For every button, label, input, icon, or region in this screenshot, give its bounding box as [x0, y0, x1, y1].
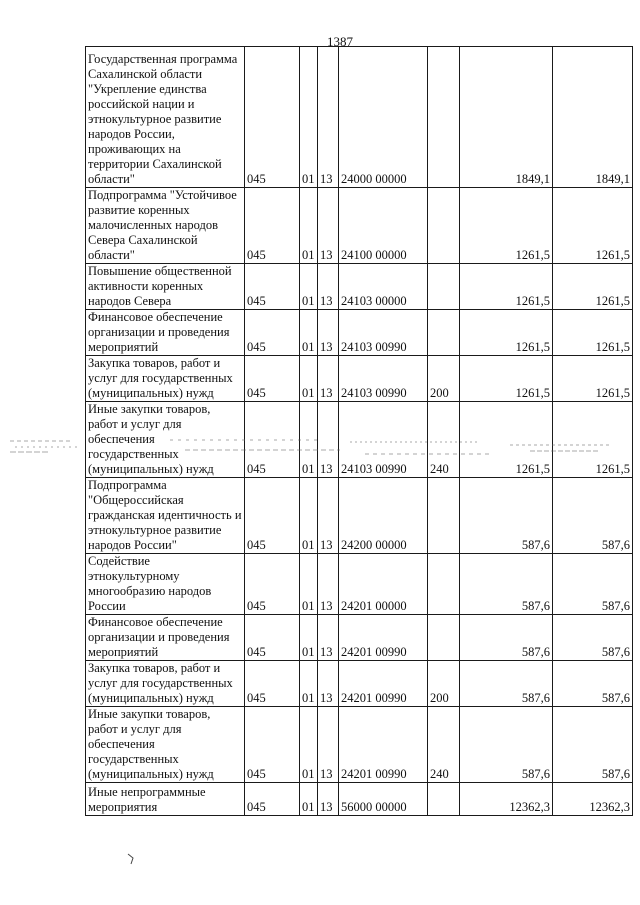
name-text: Государственная программа Сахалинской области "Укрепление единства российской нации и этнокультурное развитие народов России, проживающих на территории Сахалинской области" [88, 52, 238, 186]
ministry-text: 045 [247, 248, 266, 262]
target-text: 56000 00000 [341, 800, 407, 814]
cell-sum2 [553, 356, 633, 402]
cell-expense-type [428, 661, 460, 707]
cell-ministry [245, 310, 300, 356]
sum1-text: 12362,3 [509, 800, 550, 814]
subsection-text: 13 [320, 691, 333, 705]
table-row [86, 310, 633, 356]
sum1-text: 1261,5 [515, 340, 550, 354]
cell-name [86, 356, 245, 402]
section-text: 01 [302, 248, 315, 262]
table-row [86, 264, 633, 310]
sum1-text: 1261,5 [515, 248, 550, 262]
sum2-text: 1849,1 [595, 172, 630, 186]
name-text: Иные закупки товаров, работ и услуг для обеспечения государственных (муниципальных) нужд [88, 402, 214, 476]
cell-sum1 [460, 615, 553, 661]
cell-sum2 [553, 478, 633, 554]
ministry-text: 045 [247, 599, 266, 613]
cell-target [339, 47, 428, 188]
cell-target [339, 661, 428, 707]
name-text: Подпрограмма "Устойчивое развитие коренных малочисленных народов Севера Сахалинской области" [88, 188, 237, 262]
name-text: Финансовое обеспечение организации и проведения мероприятий [88, 615, 230, 659]
table-row [86, 478, 633, 554]
ministry-text: 045 [247, 294, 266, 308]
cell-sum2 [553, 707, 633, 783]
sum1-text: 587,6 [521, 767, 550, 781]
cell-expense-type [428, 615, 460, 661]
cell-sum2 [553, 402, 633, 478]
sum1-text: 1261,5 [515, 294, 550, 308]
cell-subsection [318, 402, 339, 478]
section-text: 01 [302, 767, 315, 781]
cell-section [300, 356, 318, 402]
cell-name [86, 478, 245, 554]
ministry-text: 045 [247, 340, 266, 354]
sum2-text: 587,6 [601, 767, 630, 781]
cell-sum1 [460, 661, 553, 707]
table-row [86, 356, 633, 402]
sum1-text: 1261,5 [515, 386, 550, 400]
target-text: 24201 00990 [341, 645, 407, 659]
cell-section [300, 188, 318, 264]
cell-target [339, 188, 428, 264]
section-text: 01 [302, 800, 315, 814]
ministry-text: 045 [247, 800, 266, 814]
name-text: Закупка товаров, работ и услуг для государственных (муниципальных) нужд [88, 356, 233, 400]
cell-expense-type [428, 478, 460, 554]
ministry-text: 045 [247, 462, 266, 476]
cell-name [86, 783, 245, 816]
cell-subsection [318, 356, 339, 402]
cell-sum1 [460, 402, 553, 478]
name-text: Финансовое обеспечение организации и проведения мероприятий [88, 310, 230, 354]
cell-sum2 [553, 47, 633, 188]
target-text: 24201 00990 [341, 767, 407, 781]
subsection-text: 13 [320, 538, 333, 552]
cell-name [86, 554, 245, 615]
cell-section [300, 478, 318, 554]
section-text: 01 [302, 538, 315, 552]
sum2-text: 587,6 [601, 599, 630, 613]
cell-name [86, 402, 245, 478]
cell-expense-type [428, 188, 460, 264]
cell-ministry [245, 402, 300, 478]
cell-name [86, 707, 245, 783]
cell-target [339, 264, 428, 310]
cell-target [339, 402, 428, 478]
cell-name [86, 661, 245, 707]
cell-section [300, 615, 318, 661]
section-text: 01 [302, 462, 315, 476]
cell-subsection [318, 264, 339, 310]
cell-expense-type [428, 554, 460, 615]
target-text: 24000 00000 [341, 172, 407, 186]
cell-name [86, 188, 245, 264]
section-text: 01 [302, 386, 315, 400]
cell-sum1 [460, 264, 553, 310]
target-text: 24201 00000 [341, 599, 407, 613]
cell-ministry [245, 661, 300, 707]
cell-sum2 [553, 615, 633, 661]
name-text: Содействие этнокультурному многообразию народов России [88, 554, 212, 613]
cell-subsection [318, 615, 339, 661]
expense-type-text: 200 [430, 386, 449, 400]
table-row [86, 661, 633, 707]
sum1-text: 1261,5 [515, 462, 550, 476]
cell-subsection [318, 707, 339, 783]
target-text: 24103 00000 [341, 294, 407, 308]
subsection-text: 13 [320, 248, 333, 262]
cell-ministry [245, 264, 300, 310]
sum1-text: 587,6 [521, 538, 550, 552]
subsection-text: 13 [320, 599, 333, 613]
cell-subsection [318, 47, 339, 188]
cell-sum1 [460, 783, 553, 816]
name-text: Повышение общественной активности коренных народов Севера [88, 264, 232, 308]
cell-section [300, 310, 318, 356]
cell-expense-type [428, 264, 460, 310]
table-row [86, 402, 633, 478]
target-text: 24201 00990 [341, 691, 407, 705]
sum2-text: 1261,5 [595, 386, 630, 400]
section-text: 01 [302, 645, 315, 659]
cell-target [339, 615, 428, 661]
cell-section [300, 707, 318, 783]
subsection-text: 13 [320, 386, 333, 400]
cell-ministry [245, 554, 300, 615]
page-number: 1387 [327, 34, 353, 49]
cell-sum1 [460, 707, 553, 783]
cell-expense-type [428, 707, 460, 783]
expense-type-text: 240 [430, 462, 449, 476]
cell-section [300, 402, 318, 478]
ministry-text: 045 [247, 386, 266, 400]
cell-subsection [318, 478, 339, 554]
target-text: 24100 00000 [341, 248, 407, 262]
subsection-text: 13 [320, 645, 333, 659]
scan-mark [126, 852, 140, 866]
subsection-text: 13 [320, 767, 333, 781]
cell-expense-type [428, 783, 460, 816]
cell-sum2 [553, 310, 633, 356]
target-text: 24103 00990 [341, 386, 407, 400]
cell-sum1 [460, 310, 553, 356]
cell-target [339, 707, 428, 783]
cell-sum2 [553, 661, 633, 707]
cell-ministry [245, 478, 300, 554]
cell-name [86, 264, 245, 310]
sum1-text: 587,6 [521, 645, 550, 659]
cell-ministry [245, 356, 300, 402]
cell-expense-type [428, 356, 460, 402]
sum1-text: 1849,1 [515, 172, 550, 186]
cell-ministry [245, 188, 300, 264]
name-text: Подпрограмма "Общероссийская гражданская идентичность и этнокультурное развитие народов России" [88, 478, 242, 552]
cell-sum2 [553, 783, 633, 816]
expense-type-text: 200 [430, 691, 449, 705]
table-row [86, 47, 633, 188]
cell-target [339, 783, 428, 816]
sum2-text: 12362,3 [589, 800, 630, 814]
cell-sum2 [553, 264, 633, 310]
sum1-text: 587,6 [521, 691, 550, 705]
section-text: 01 [302, 294, 315, 308]
cell-target [339, 310, 428, 356]
table-row [86, 188, 633, 264]
cell-subsection [318, 554, 339, 615]
target-text: 24200 00000 [341, 538, 407, 552]
subsection-text: 13 [320, 294, 333, 308]
cell-name [86, 47, 245, 188]
section-text: 01 [302, 340, 315, 354]
table-row [86, 783, 633, 816]
cell-sum1 [460, 554, 553, 615]
cell-ministry [245, 707, 300, 783]
subsection-text: 13 [320, 172, 333, 186]
cell-section [300, 783, 318, 816]
section-text: 01 [302, 691, 315, 705]
ministry-text: 045 [247, 767, 266, 781]
cell-target [339, 478, 428, 554]
sum2-text: 587,6 [601, 538, 630, 552]
cell-sum1 [460, 188, 553, 264]
section-text: 01 [302, 172, 315, 186]
budget-table-body [86, 47, 633, 816]
cell-section [300, 661, 318, 707]
table-row [86, 554, 633, 615]
cell-sum1 [460, 47, 553, 188]
cell-subsection [318, 783, 339, 816]
cell-sum1 [460, 478, 553, 554]
cell-section [300, 47, 318, 188]
cell-section [300, 554, 318, 615]
cell-target [339, 554, 428, 615]
cell-subsection [318, 188, 339, 264]
name-text: Иные закупки товаров, работ и услуг для обеспечения государственных (муниципальных) нужд [88, 707, 214, 781]
cell-sum2 [553, 188, 633, 264]
ministry-text: 045 [247, 691, 266, 705]
cell-subsection [318, 310, 339, 356]
cell-expense-type [428, 310, 460, 356]
target-text: 24103 00990 [341, 462, 407, 476]
budget-table [85, 46, 633, 816]
sum1-text: 587,6 [521, 599, 550, 613]
sum2-text: 1261,5 [595, 294, 630, 308]
section-text: 01 [302, 599, 315, 613]
sum2-text: 1261,5 [595, 248, 630, 262]
cell-ministry [245, 615, 300, 661]
ministry-text: 045 [247, 538, 266, 552]
ministry-text: 045 [247, 172, 266, 186]
cell-sum1 [460, 356, 553, 402]
cell-subsection [318, 661, 339, 707]
target-text: 24103 00990 [341, 340, 407, 354]
sum2-text: 587,6 [601, 691, 630, 705]
subsection-text: 13 [320, 800, 333, 814]
cell-expense-type [428, 47, 460, 188]
cell-sum2 [553, 554, 633, 615]
cell-ministry [245, 47, 300, 188]
sum2-text: 587,6 [601, 645, 630, 659]
cell-ministry [245, 783, 300, 816]
subsection-text: 13 [320, 462, 333, 476]
cell-expense-type [428, 402, 460, 478]
name-text: Иные непрограммные мероприятия [88, 785, 206, 814]
subsection-text: 13 [320, 340, 333, 354]
ministry-text: 045 [247, 645, 266, 659]
cell-name [86, 310, 245, 356]
expense-type-text: 240 [430, 767, 449, 781]
cell-section [300, 264, 318, 310]
cell-target [339, 356, 428, 402]
sum2-text: 1261,5 [595, 462, 630, 476]
name-text: Закупка товаров, работ и услуг для государственных (муниципальных) нужд [88, 661, 233, 705]
cell-name [86, 615, 245, 661]
table-row [86, 615, 633, 661]
table-row [86, 707, 633, 783]
sum2-text: 1261,5 [595, 340, 630, 354]
